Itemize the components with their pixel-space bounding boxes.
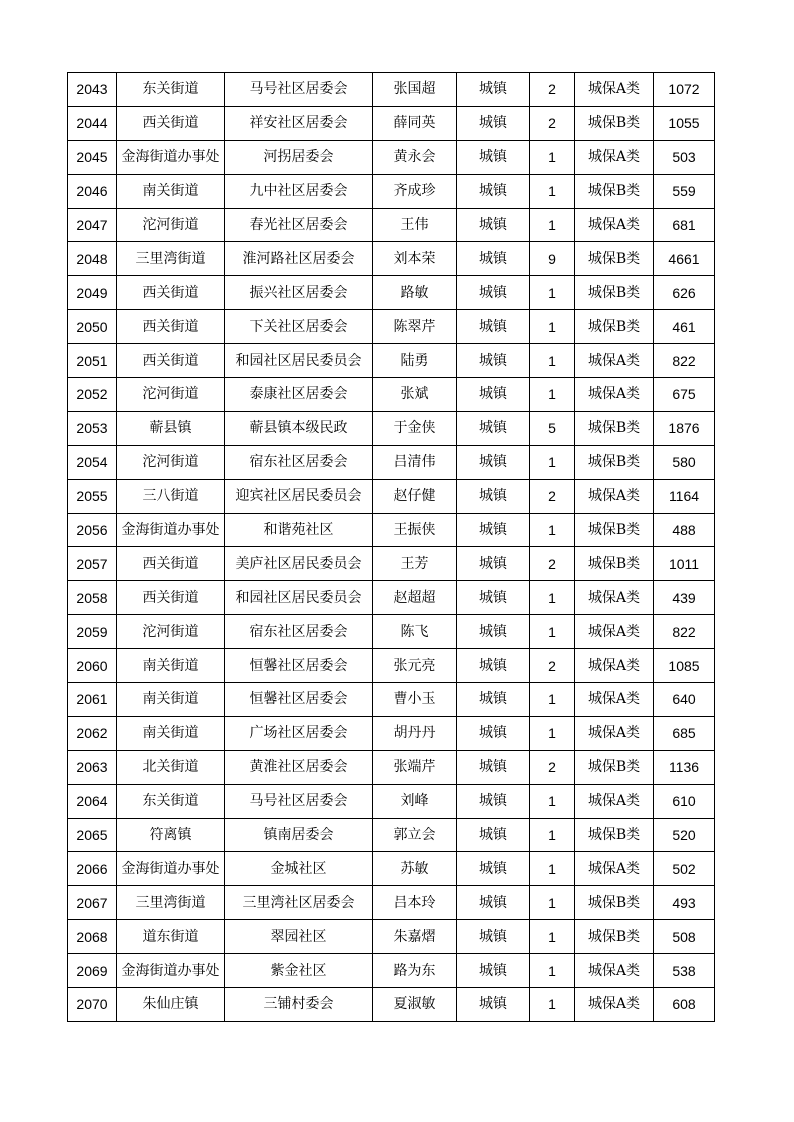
household-size-cell: 1 xyxy=(530,208,575,242)
area-type-cell: 城镇 xyxy=(457,750,530,784)
category-cell: 城保A类 xyxy=(575,852,654,886)
table-row xyxy=(68,73,715,107)
street-cell: 东关街道 xyxy=(117,784,225,818)
serial-number-cell: 2048 xyxy=(68,242,117,276)
community-cell: 紫金社区 xyxy=(225,954,373,988)
serial-number-cell: 2060 xyxy=(68,649,117,683)
street-cell: 朱仙庄镇 xyxy=(117,988,225,1022)
area-type-cell: 城镇 xyxy=(457,784,530,818)
table-row xyxy=(68,445,715,479)
household-size-cell: 1 xyxy=(530,513,575,547)
table-row xyxy=(68,954,715,988)
category-cell: 城保B类 xyxy=(575,920,654,954)
area-type-cell: 城镇 xyxy=(457,886,530,920)
category-cell: 城保A类 xyxy=(575,378,654,412)
category-cell: 城保A类 xyxy=(575,649,654,683)
community-cell: 宿东社区居委会 xyxy=(225,445,373,479)
community-cell: 九中社区居委会 xyxy=(225,174,373,208)
category-cell: 城保B类 xyxy=(575,310,654,344)
community-cell: 马号社区居委会 xyxy=(225,784,373,818)
community-cell: 金城社区 xyxy=(225,852,373,886)
community-cell: 和园社区居民委员会 xyxy=(225,581,373,615)
name-cell: 路敏 xyxy=(373,276,457,310)
street-cell: 南关街道 xyxy=(117,649,225,683)
area-type-cell: 城镇 xyxy=(457,208,530,242)
category-cell: 城保B类 xyxy=(575,411,654,445)
street-cell: 西关街道 xyxy=(117,310,225,344)
table-row xyxy=(68,276,715,310)
street-cell: 蕲县镇 xyxy=(117,411,225,445)
amount-cell: 520 xyxy=(654,818,715,852)
area-type-cell: 城镇 xyxy=(457,920,530,954)
street-cell: 东关街道 xyxy=(117,73,225,107)
household-size-cell: 5 xyxy=(530,411,575,445)
amount-cell: 488 xyxy=(654,513,715,547)
serial-number-cell: 2054 xyxy=(68,445,117,479)
name-cell: 胡丹丹 xyxy=(373,716,457,750)
street-cell: 南关街道 xyxy=(117,683,225,717)
amount-cell: 626 xyxy=(654,276,715,310)
name-cell: 黄永会 xyxy=(373,140,457,174)
street-cell: 金海街道办事处 xyxy=(117,852,225,886)
name-cell: 刘本荣 xyxy=(373,242,457,276)
amount-cell: 493 xyxy=(654,886,715,920)
category-cell: 城保A类 xyxy=(575,479,654,513)
amount-cell: 1085 xyxy=(654,649,715,683)
area-type-cell: 城镇 xyxy=(457,852,530,886)
street-cell: 北关街道 xyxy=(117,750,225,784)
name-cell: 曹小玉 xyxy=(373,683,457,717)
amount-cell: 1164 xyxy=(654,479,715,513)
serial-number-cell: 2067 xyxy=(68,886,117,920)
name-cell: 薛同英 xyxy=(373,106,457,140)
data-table xyxy=(67,72,715,1022)
category-cell: 城保B类 xyxy=(575,547,654,581)
serial-number-cell: 2056 xyxy=(68,513,117,547)
street-cell: 西关街道 xyxy=(117,547,225,581)
serial-number-cell: 2051 xyxy=(68,344,117,378)
table-row xyxy=(68,988,715,1022)
community-cell: 美庐社区居民委员会 xyxy=(225,547,373,581)
category-cell: 城保A类 xyxy=(575,988,654,1022)
name-cell: 郭立会 xyxy=(373,818,457,852)
serial-number-cell: 2061 xyxy=(68,683,117,717)
household-size-cell: 1 xyxy=(530,276,575,310)
area-type-cell: 城镇 xyxy=(457,242,530,276)
amount-cell: 640 xyxy=(654,683,715,717)
name-cell: 张国超 xyxy=(373,73,457,107)
table-row xyxy=(68,716,715,750)
serial-number-cell: 2058 xyxy=(68,581,117,615)
table-row xyxy=(68,208,715,242)
area-type-cell: 城镇 xyxy=(457,683,530,717)
table-row xyxy=(68,479,715,513)
area-type-cell: 城镇 xyxy=(457,716,530,750)
name-cell: 张元亮 xyxy=(373,649,457,683)
community-cell: 春光社区居委会 xyxy=(225,208,373,242)
area-type-cell: 城镇 xyxy=(457,581,530,615)
community-cell: 广场社区居委会 xyxy=(225,716,373,750)
community-cell: 蕲县镇本级民政 xyxy=(225,411,373,445)
serial-number-cell: 2057 xyxy=(68,547,117,581)
table-row xyxy=(68,344,715,378)
serial-number-cell: 2068 xyxy=(68,920,117,954)
table-row xyxy=(68,547,715,581)
category-cell: 城保B类 xyxy=(575,445,654,479)
street-cell: 沱河街道 xyxy=(117,378,225,412)
community-cell: 下关社区居委会 xyxy=(225,310,373,344)
community-cell: 翠园社区 xyxy=(225,920,373,954)
table-row xyxy=(68,581,715,615)
name-cell: 朱嘉熠 xyxy=(373,920,457,954)
household-size-cell: 1 xyxy=(530,818,575,852)
community-cell: 泰康社区居委会 xyxy=(225,378,373,412)
amount-cell: 508 xyxy=(654,920,715,954)
category-cell: 城保A类 xyxy=(575,73,654,107)
serial-number-cell: 2045 xyxy=(68,140,117,174)
street-cell: 三八街道 xyxy=(117,479,225,513)
category-cell: 城保A类 xyxy=(575,784,654,818)
community-cell: 三里湾社区居委会 xyxy=(225,886,373,920)
table-row xyxy=(68,750,715,784)
street-cell: 符离镇 xyxy=(117,818,225,852)
area-type-cell: 城镇 xyxy=(457,310,530,344)
amount-cell: 502 xyxy=(654,852,715,886)
community-cell: 河拐居委会 xyxy=(225,140,373,174)
community-cell: 三铺村委会 xyxy=(225,988,373,1022)
table-row xyxy=(68,852,715,886)
serial-number-cell: 2069 xyxy=(68,954,117,988)
name-cell: 吕本玲 xyxy=(373,886,457,920)
serial-number-cell: 2044 xyxy=(68,106,117,140)
category-cell: 城保A类 xyxy=(575,208,654,242)
area-type-cell: 城镇 xyxy=(457,988,530,1022)
street-cell: 三里湾街道 xyxy=(117,242,225,276)
street-cell: 沱河街道 xyxy=(117,615,225,649)
table-row xyxy=(68,106,715,140)
household-size-cell: 1 xyxy=(530,615,575,649)
serial-number-cell: 2062 xyxy=(68,716,117,750)
community-cell: 黄淮社区居委会 xyxy=(225,750,373,784)
table-row xyxy=(68,784,715,818)
table-row xyxy=(68,174,715,208)
amount-cell: 4661 xyxy=(654,242,715,276)
table-row xyxy=(68,411,715,445)
area-type-cell: 城镇 xyxy=(457,479,530,513)
table-row xyxy=(68,920,715,954)
amount-cell: 559 xyxy=(654,174,715,208)
serial-number-cell: 2049 xyxy=(68,276,117,310)
category-cell: 城保B类 xyxy=(575,174,654,208)
table-row xyxy=(68,310,715,344)
street-cell: 沱河街道 xyxy=(117,445,225,479)
household-size-cell: 1 xyxy=(530,784,575,818)
category-cell: 城保B类 xyxy=(575,886,654,920)
table-body xyxy=(68,73,715,1022)
amount-cell: 822 xyxy=(654,344,715,378)
area-type-cell: 城镇 xyxy=(457,615,530,649)
community-cell: 和谐苑社区 xyxy=(225,513,373,547)
area-type-cell: 城镇 xyxy=(457,276,530,310)
community-cell: 和园社区居民委员会 xyxy=(225,344,373,378)
category-cell: 城保A类 xyxy=(575,140,654,174)
household-size-cell: 1 xyxy=(530,683,575,717)
community-cell: 恒馨社区居委会 xyxy=(225,649,373,683)
amount-cell: 675 xyxy=(654,378,715,412)
name-cell: 王芳 xyxy=(373,547,457,581)
table-row xyxy=(68,378,715,412)
name-cell: 张端芹 xyxy=(373,750,457,784)
household-size-cell: 2 xyxy=(530,479,575,513)
table-row xyxy=(68,818,715,852)
area-type-cell: 城镇 xyxy=(457,174,530,208)
household-size-cell: 1 xyxy=(530,174,575,208)
name-cell: 赵超超 xyxy=(373,581,457,615)
serial-number-cell: 2070 xyxy=(68,988,117,1022)
amount-cell: 1055 xyxy=(654,106,715,140)
street-cell: 西关街道 xyxy=(117,581,225,615)
area-type-cell: 城镇 xyxy=(457,378,530,412)
household-size-cell: 1 xyxy=(530,445,575,479)
amount-cell: 681 xyxy=(654,208,715,242)
category-cell: 城保A类 xyxy=(575,615,654,649)
amount-cell: 538 xyxy=(654,954,715,988)
area-type-cell: 城镇 xyxy=(457,649,530,683)
street-cell: 西关街道 xyxy=(117,344,225,378)
household-size-cell: 2 xyxy=(530,106,575,140)
household-size-cell: 1 xyxy=(530,954,575,988)
name-cell: 刘峰 xyxy=(373,784,457,818)
serial-number-cell: 2063 xyxy=(68,750,117,784)
household-size-cell: 1 xyxy=(530,378,575,412)
serial-number-cell: 2050 xyxy=(68,310,117,344)
category-cell: 城保B类 xyxy=(575,818,654,852)
serial-number-cell: 2064 xyxy=(68,784,117,818)
household-size-cell: 1 xyxy=(530,920,575,954)
name-cell: 赵仔健 xyxy=(373,479,457,513)
area-type-cell: 城镇 xyxy=(457,954,530,988)
name-cell: 张斌 xyxy=(373,378,457,412)
street-cell: 三里湾街道 xyxy=(117,886,225,920)
amount-cell: 439 xyxy=(654,581,715,615)
area-type-cell: 城镇 xyxy=(457,140,530,174)
street-cell: 南关街道 xyxy=(117,716,225,750)
name-cell: 夏淑敏 xyxy=(373,988,457,1022)
area-type-cell: 城镇 xyxy=(457,445,530,479)
amount-cell: 461 xyxy=(654,310,715,344)
amount-cell: 685 xyxy=(654,716,715,750)
community-cell: 马号社区居委会 xyxy=(225,73,373,107)
table-row xyxy=(68,140,715,174)
serial-number-cell: 2055 xyxy=(68,479,117,513)
street-cell: 金海街道办事处 xyxy=(117,140,225,174)
community-cell: 淮河路社区居委会 xyxy=(225,242,373,276)
name-cell: 王振侠 xyxy=(373,513,457,547)
category-cell: 城保A类 xyxy=(575,683,654,717)
street-cell: 沱河街道 xyxy=(117,208,225,242)
category-cell: 城保B类 xyxy=(575,242,654,276)
name-cell: 路为东 xyxy=(373,954,457,988)
serial-number-cell: 2066 xyxy=(68,852,117,886)
household-size-cell: 1 xyxy=(530,344,575,378)
street-cell: 道东街道 xyxy=(117,920,225,954)
household-size-cell: 2 xyxy=(530,73,575,107)
amount-cell: 503 xyxy=(654,140,715,174)
serial-number-cell: 2059 xyxy=(68,615,117,649)
category-cell: 城保B类 xyxy=(575,106,654,140)
household-size-cell: 1 xyxy=(530,852,575,886)
community-cell: 振兴社区居委会 xyxy=(225,276,373,310)
serial-number-cell: 2043 xyxy=(68,73,117,107)
area-type-cell: 城镇 xyxy=(457,818,530,852)
category-cell: 城保B类 xyxy=(575,276,654,310)
amount-cell: 608 xyxy=(654,988,715,1022)
name-cell: 于金侠 xyxy=(373,411,457,445)
household-size-cell: 2 xyxy=(530,649,575,683)
area-type-cell: 城镇 xyxy=(457,513,530,547)
street-cell: 金海街道办事处 xyxy=(117,513,225,547)
serial-number-cell: 2047 xyxy=(68,208,117,242)
category-cell: 城保A类 xyxy=(575,344,654,378)
name-cell: 苏敏 xyxy=(373,852,457,886)
household-size-cell: 1 xyxy=(530,140,575,174)
table-row xyxy=(68,683,715,717)
household-size-cell: 1 xyxy=(530,581,575,615)
serial-number-cell: 2052 xyxy=(68,378,117,412)
street-cell: 西关街道 xyxy=(117,106,225,140)
area-type-cell: 城镇 xyxy=(457,411,530,445)
amount-cell: 610 xyxy=(654,784,715,818)
serial-number-cell: 2046 xyxy=(68,174,117,208)
community-cell: 宿东社区居委会 xyxy=(225,615,373,649)
area-type-cell: 城镇 xyxy=(457,73,530,107)
serial-number-cell: 2053 xyxy=(68,411,117,445)
table-row xyxy=(68,615,715,649)
category-cell: 城保B类 xyxy=(575,513,654,547)
household-size-cell: 2 xyxy=(530,750,575,784)
household-size-cell: 9 xyxy=(530,242,575,276)
street-cell: 金海街道办事处 xyxy=(117,954,225,988)
area-type-cell: 城镇 xyxy=(457,547,530,581)
table-row xyxy=(68,649,715,683)
name-cell: 吕清伟 xyxy=(373,445,457,479)
community-cell: 恒馨社区居委会 xyxy=(225,683,373,717)
street-cell: 西关街道 xyxy=(117,276,225,310)
serial-number-cell: 2065 xyxy=(68,818,117,852)
street-cell: 南关街道 xyxy=(117,174,225,208)
category-cell: 城保B类 xyxy=(575,750,654,784)
category-cell: 城保A类 xyxy=(575,954,654,988)
community-cell: 祥安社区居委会 xyxy=(225,106,373,140)
household-size-cell: 1 xyxy=(530,716,575,750)
community-cell: 镇南居委会 xyxy=(225,818,373,852)
household-size-cell: 1 xyxy=(530,310,575,344)
household-size-cell: 1 xyxy=(530,886,575,920)
amount-cell: 580 xyxy=(654,445,715,479)
name-cell: 陆勇 xyxy=(373,344,457,378)
category-cell: 城保A类 xyxy=(575,716,654,750)
household-size-cell: 1 xyxy=(530,988,575,1022)
name-cell: 陈飞 xyxy=(373,615,457,649)
name-cell: 齐成珍 xyxy=(373,174,457,208)
area-type-cell: 城镇 xyxy=(457,106,530,140)
amount-cell: 1011 xyxy=(654,547,715,581)
table-row xyxy=(68,242,715,276)
name-cell: 王伟 xyxy=(373,208,457,242)
table-row xyxy=(68,886,715,920)
household-size-cell: 2 xyxy=(530,547,575,581)
community-cell: 迎宾社区居民委员会 xyxy=(225,479,373,513)
amount-cell: 822 xyxy=(654,615,715,649)
amount-cell: 1136 xyxy=(654,750,715,784)
table-row xyxy=(68,513,715,547)
category-cell: 城保A类 xyxy=(575,581,654,615)
area-type-cell: 城镇 xyxy=(457,344,530,378)
amount-cell: 1876 xyxy=(654,411,715,445)
amount-cell: 1072 xyxy=(654,73,715,107)
name-cell: 陈翠芹 xyxy=(373,310,457,344)
